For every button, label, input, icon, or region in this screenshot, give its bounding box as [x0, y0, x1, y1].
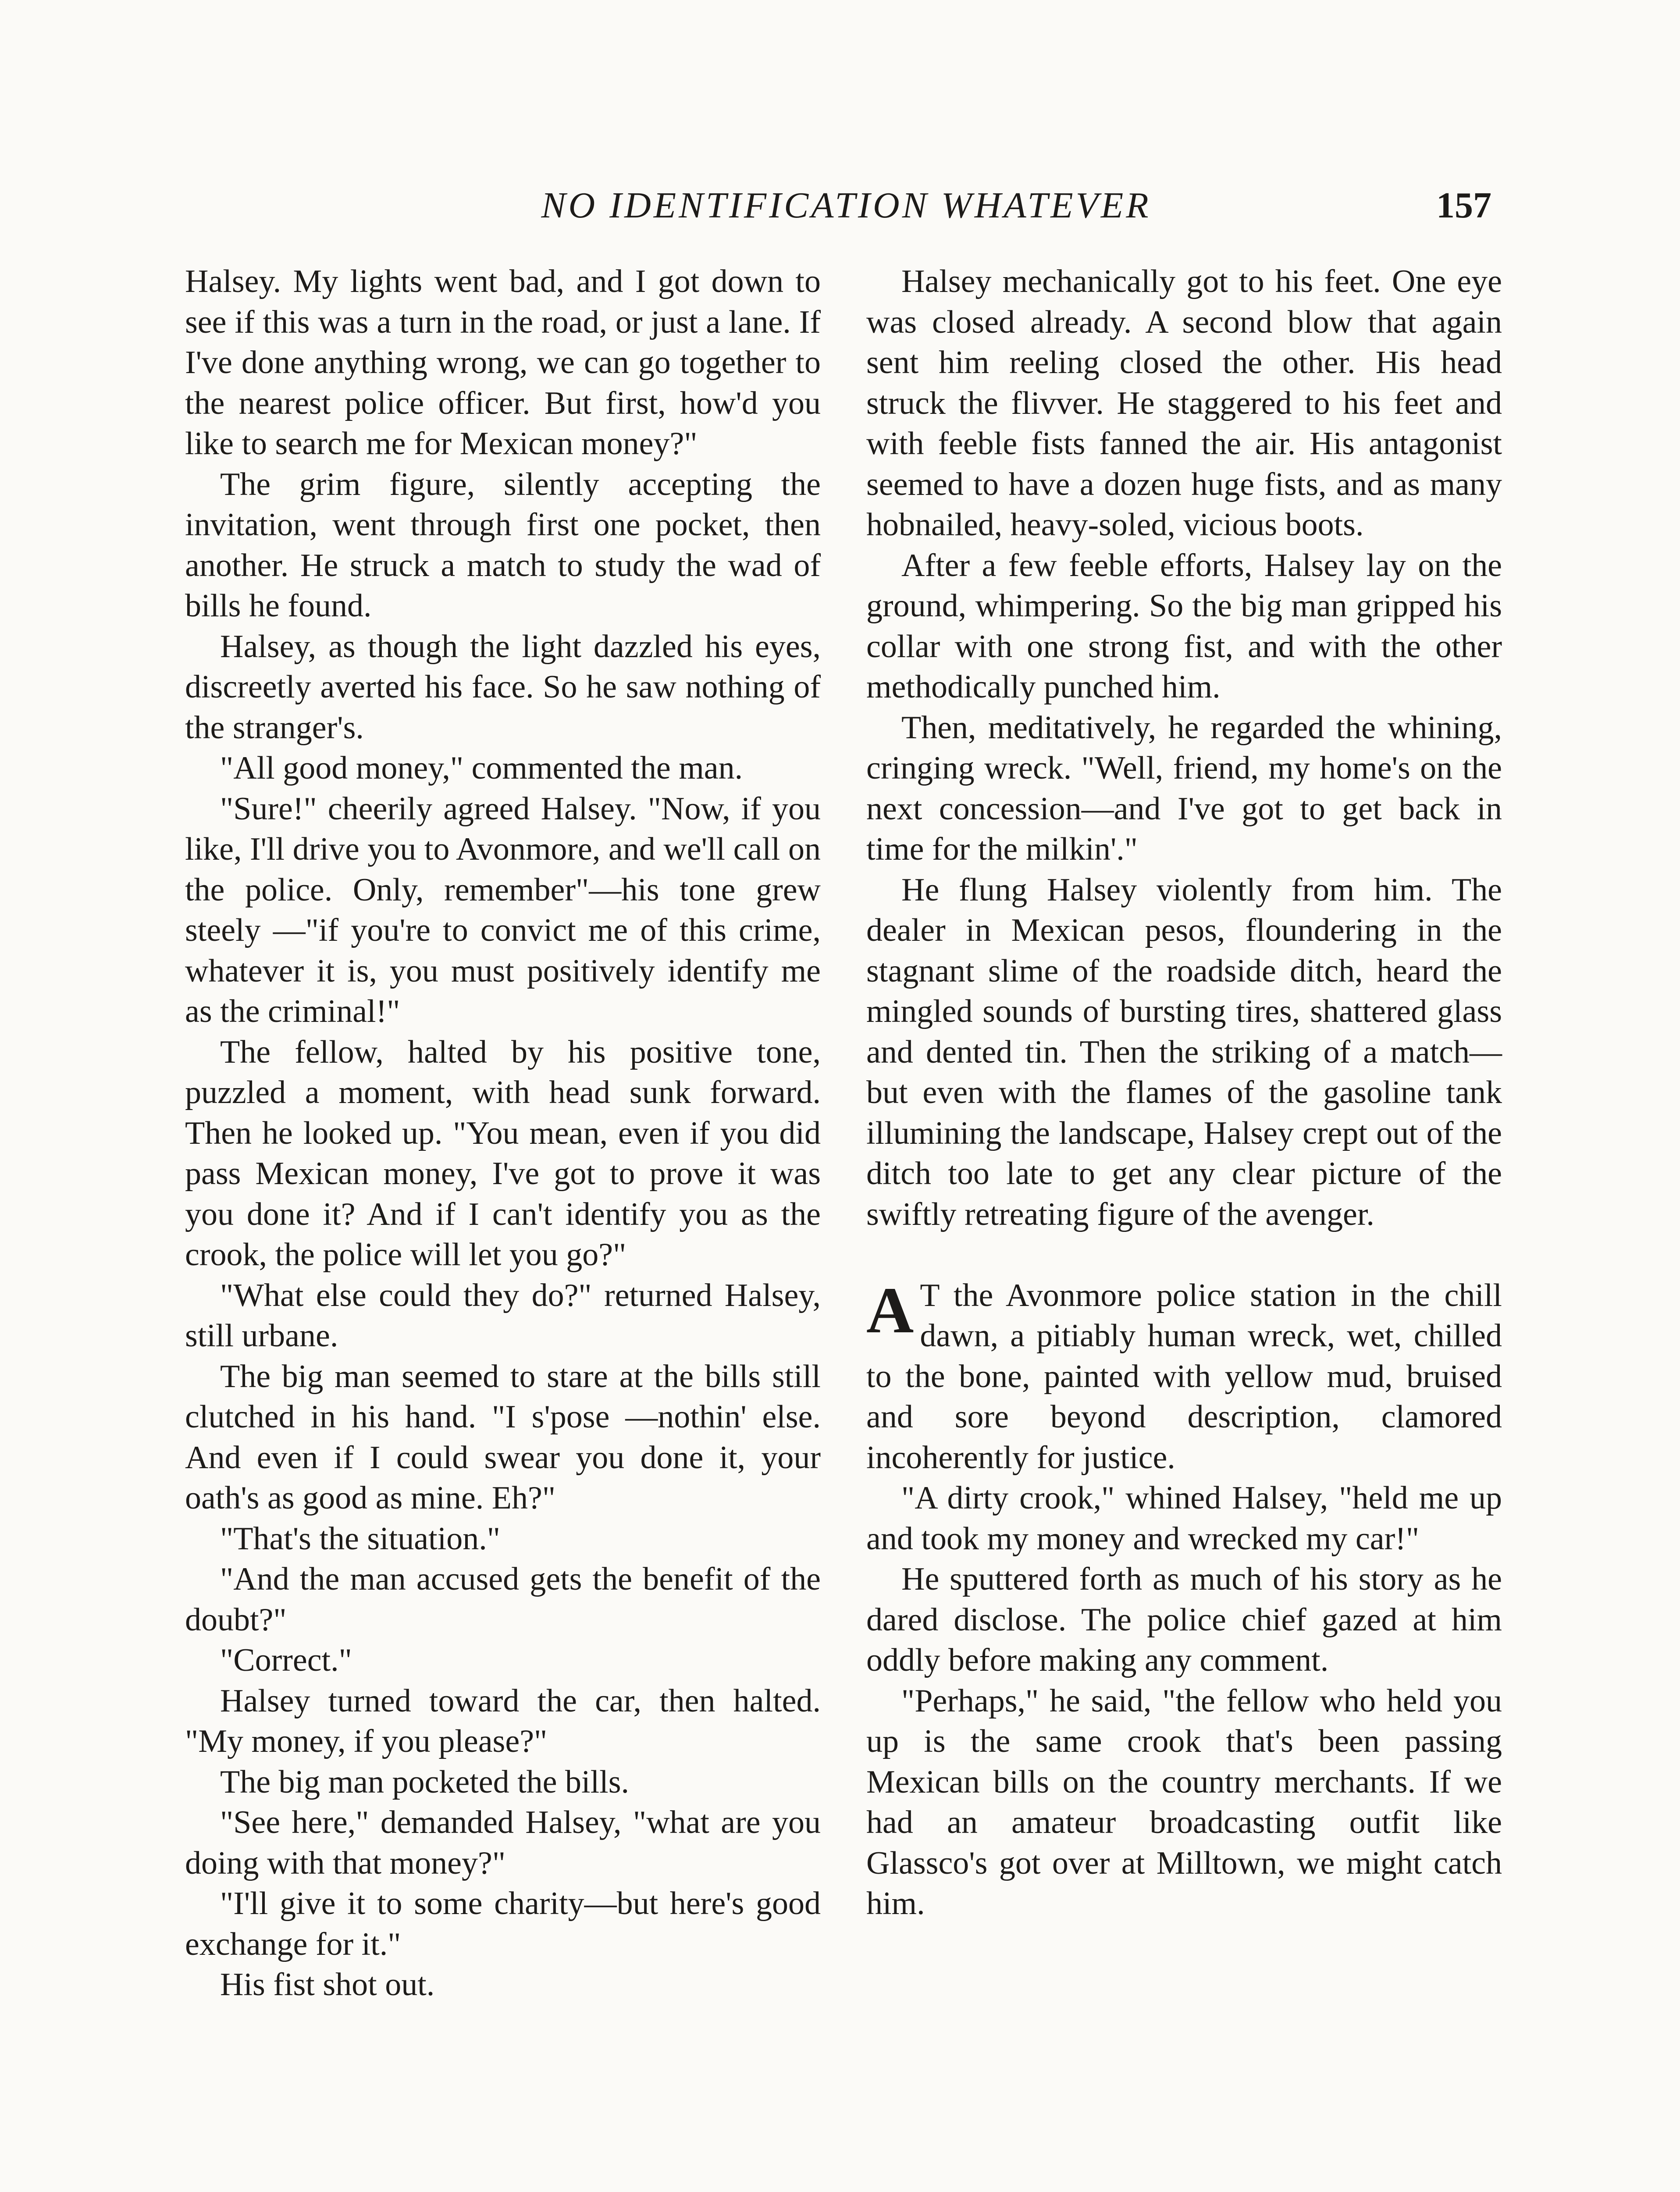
paragraph: Halsey mechanically got to his feet. One eye was closed already. A second blow that again sent him reeling closed the other. His head struck the flivver. He staggered to his feet and with feeble fists fanned the air. His antagonist seemed to have a dozen huge fists, and as many hobnailed, heavy-soled, vicious boots. — [866, 263, 1502, 543]
paragraph: Halsey. My lights went bad, and I got down to see if this was a turn in the road, or just a lane. If I've done anything wrong, we can go together to the nearest police officer. But first, how'd you like to search me for Mexican money?" — [185, 263, 821, 462]
paragraph: He flung Halsey violently from him. The dealer in Mexican pesos, floundering in the stagnant slime of the roadside ditch, heard the mingled sounds of bursting tires, shattered glass and dented tin. Then the striking of a match—but even with the flames of the gasoline tank illumining the landscape, Halsey crept out of the ditch too late to get any clear picture of the swiftly retreating figure of the avenger. — [866, 872, 1502, 1232]
running-title: NO IDENTIFICATION WHATEVER — [541, 185, 1151, 226]
paragraph: "Correct." — [220, 1642, 352, 1678]
paragraph: Halsey turned toward the car, then halted. "My money, if you please?" — [185, 1683, 821, 1759]
paragraph: "All good money," commented the man. — [220, 750, 743, 786]
left-column — [185, 261, 821, 2005]
paragraph: The grim figure, silently accepting the invitation, went through first one pocket, then another. He struck a match to study the wad of bills he found. — [185, 466, 821, 624]
paragraph: Halsey, as though the light dazzled his eyes, discreetly averted his face. So he saw nothing of the stranger's. — [185, 628, 821, 746]
paragraph: "See here," demanded Halsey, "what are you doing with that money?" — [185, 1804, 821, 1881]
section-opening-paragraph — [866, 1275, 1502, 1478]
section-opening-text: T the Avonmore police station in the chill dawn, a pitiably human wreck, wet, chilled to the bone, painted with yellow mud, bruised and sore beyond description, clamored incoherently for justice. — [866, 1277, 1502, 1476]
paragraph: "Sure!" cheerily agreed Halsey. "Now, if you like, I'll drive you to Avonmore, and we'll call on the police. Only, remember"—his tone grew steely —"if you're to convict me of this crime, whatever it is, you must positively identify me as the criminal!" — [185, 790, 821, 1029]
paragraph: Then, meditatively, he regarded the whining, cringing wreck. "Well, friend, my home's on the next concession—and I've got to get back in time for the milkin'." — [866, 709, 1502, 867]
paragraph: The fellow, halted by his positive tone, puzzled a moment, with head sunk forward. Then he looked up. "You mean, even if you did pass Mexican money, I've got to prove it was you done it? And if I can't identify you as the crook, the police will let you go?" — [185, 1034, 821, 1273]
paragraph: The big man pocketed the bills. — [220, 1764, 629, 1800]
paragraph: He sputtered forth as much of his story as he dared disclose. The police chief gazed at him oddly before making any comment. — [866, 1561, 1502, 1678]
paragraph: The big man seemed to stare at the bills still clutched in his hand. "I s'pose —nothin' else. And even if I could swear you done it, your oath's as good as mine. Eh?" — [185, 1358, 821, 1516]
paragraph: "That's the situation." — [220, 1520, 500, 1557]
paragraph: "And the man accused gets the benefit of the doubt?" — [185, 1561, 821, 1638]
right-column — [866, 261, 1502, 1924]
paragraph: "What else could they do?" returned Halsey, still urbane. — [185, 1277, 821, 1354]
paragraph: His fist shot out. — [220, 1967, 435, 2003]
drop-cap: A — [866, 1274, 914, 1347]
paragraph: "A dirty crook," whined Halsey, "held me up and took my money and wrecked my car!" — [866, 1480, 1502, 1557]
page-number: 157 — [1436, 185, 1491, 226]
paragraph: "I'll give it to some charity—but here's good exchange for it." — [185, 1886, 821, 1962]
paragraph: "Perhaps," he said, "the fellow who held you up is the same crook that's been passing Mexican bills on the country merchants. If we had an amateur broadcasting outfit like Glassco's got over at Milltown, we might catch him. — [866, 1683, 1502, 1922]
paragraph: After a few feeble efforts, Halsey lay on the ground, whimpering. So the big man gripped his collar with one strong fist, and with the other methodically punched him. — [866, 547, 1502, 705]
